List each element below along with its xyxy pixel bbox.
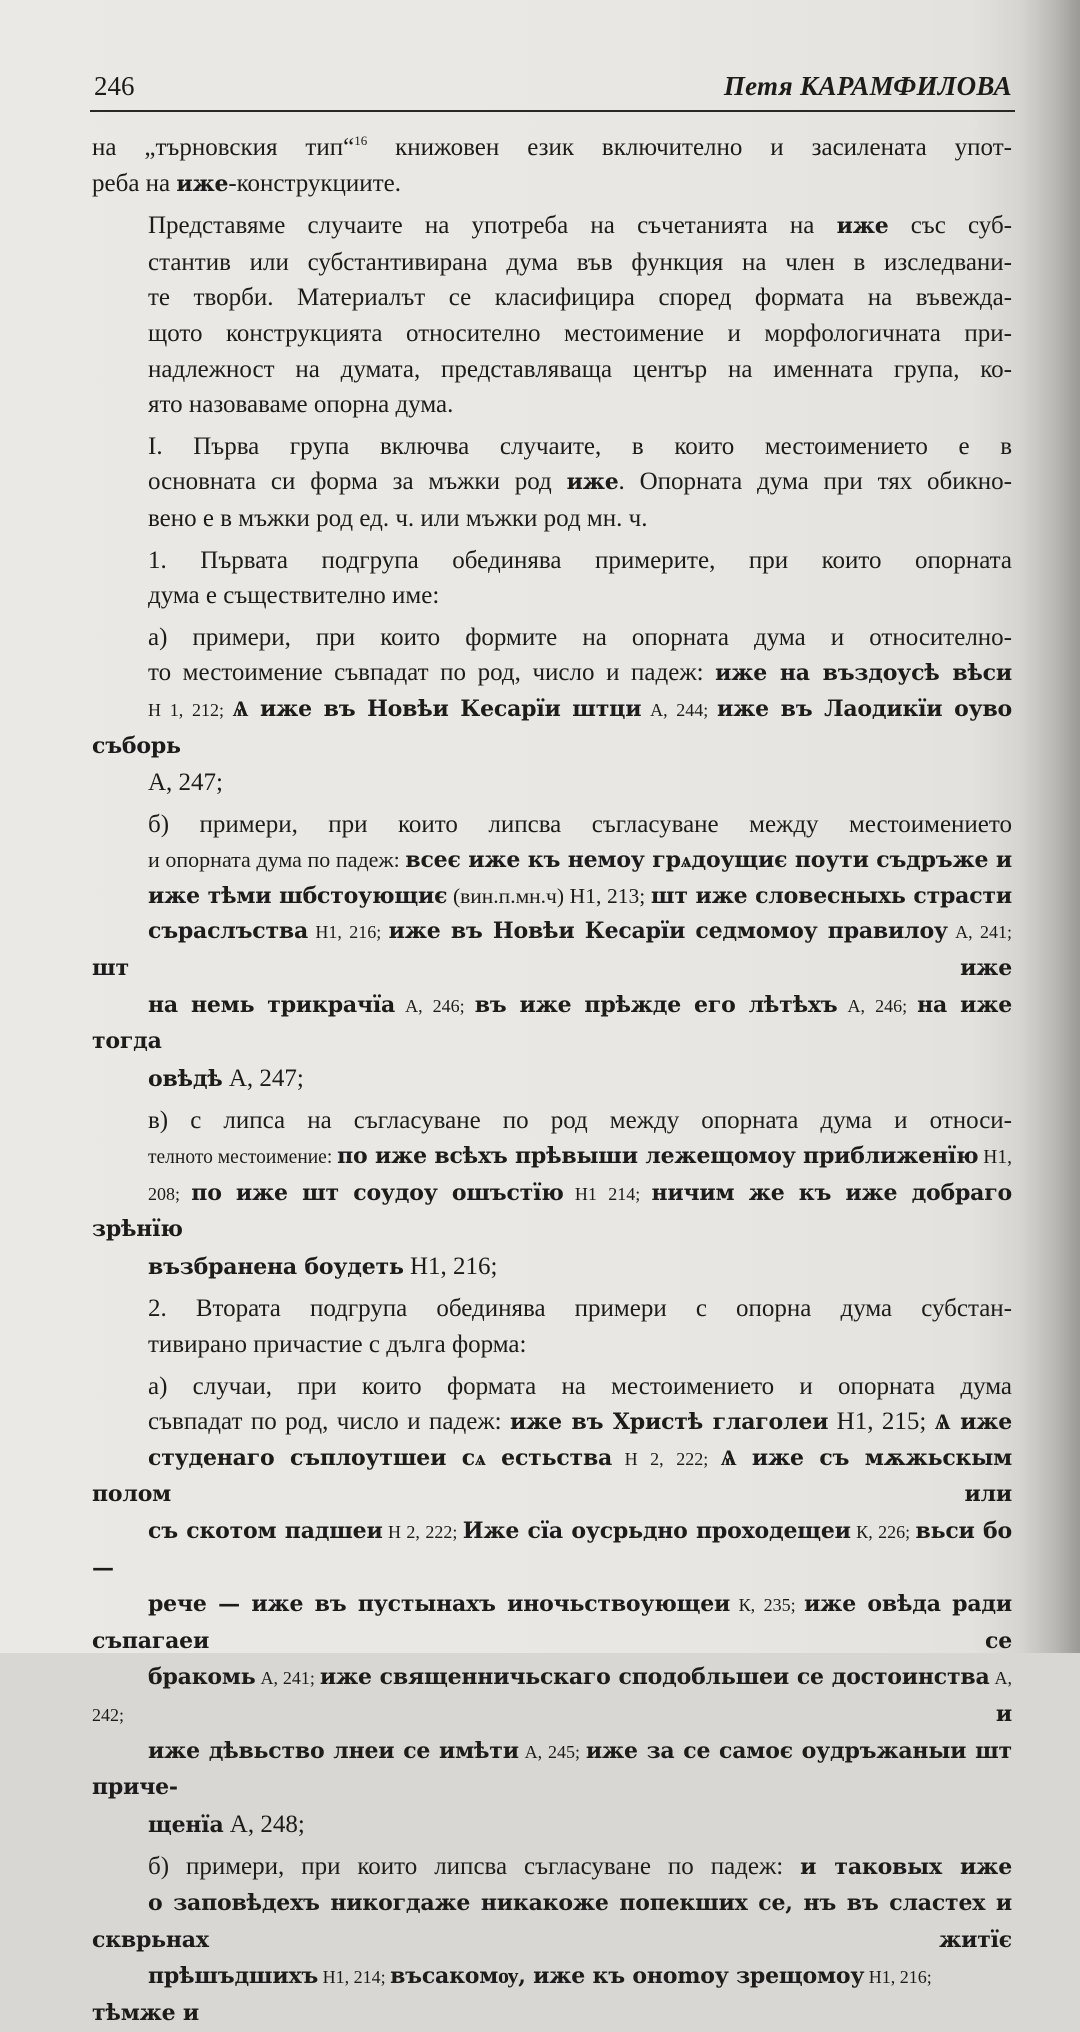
paragraph <box>92 620 1012 801</box>
text-line: овѣдѣ А, 247; <box>148 1064 304 1092</box>
text-line: Н 1, 212; Ѧ иже въ Новѣи Кесарїи штци А, 244; иже въ Лаодикїи оуво съборь <box>92 695 1013 759</box>
header-rule <box>90 110 1015 112</box>
text-line: на немь трикрачїа А, 246; въ иже прѣжде его лѣтѣхъ А, 246; на иже тогда <box>92 991 1013 1055</box>
author-name: Петя КАРАМФИЛОВА <box>723 71 1012 101</box>
text-line: б) примери, при които липсва съгласуване между местоимението <box>148 810 1012 838</box>
paragraph <box>92 130 1012 202</box>
text-line: вено е в мъжки род ед. ч. или мъжки род мн. ч. <box>148 504 648 532</box>
text-line: бракомь А, 241; иже священничьскаго сподобльшеи се достоинства А, 242; и <box>92 1664 1013 1727</box>
text-line: о заповѣдехъ никогдаже никакоже попекших се, нъ въ сластех и скврьнах житїє <box>92 1889 1012 1953</box>
text-line: съ скотом падшеи Н 2, 222; Иже сїа оусрьдно проходещеи К, 226; вьси бо — <box>92 1517 1013 1581</box>
text-line: на „търновския тип“$^{16}$ книжовен език включително и засилената упот- <box>92 133 1012 161</box>
text-line: иже тѣми шбстоующиє (вин.п.мн.ч) Н1, 213; шт иже словесныхь страсти <box>148 882 1012 909</box>
text-line: б) примери, при които липсва съгласуване по падеж: и таковых иже <box>148 1853 1012 1881</box>
text-line: основната си форма за мъжки род иже. Опорната дума при тях обикно- <box>148 468 1012 496</box>
paragraph <box>92 807 1012 1098</box>
text-line: 2. Втората подгрупа обединява примери с опорна дума субстан- <box>148 1295 1012 1323</box>
text-line: и опорната дума по падеж: всеє иже къ немоу грѧдоущиє поути съдръже и <box>148 847 1013 874</box>
text-line: Представяме случаите на употреба на съчетанията на иже със суб- <box>148 212 1013 240</box>
paragraph <box>92 543 1012 614</box>
text-line: тивирано причастие с дълга форма: <box>148 1331 527 1358</box>
running-header <box>90 66 1012 110</box>
text-line: иже дѣвьство лнеи се имѣти А, 245; иже за се самоє оудръжаныи шт приче- <box>92 1737 1012 1801</box>
text-line: съраслъства Н1, 216; иже въ Новѣи Кесарїи седмомоу правилоу А, 241; шт иже <box>92 918 1013 982</box>
text-line: в) с липса на съгласуване по род между опорната дума и относи- <box>148 1107 1012 1135</box>
text-line: 208; по иже шт соудоу ошъстїю Н1 214; ничим же къ иже добраго зрѣнїю <box>92 1179 1012 1243</box>
text-line: прѣшъдшихъ Н1, 214; въсакомѹ, иже къ оноmoу зрещомоу Н1, 216; тѣмже и <box>92 1963 932 2026</box>
paragraph <box>92 1369 1012 1844</box>
text-line: студенаго съплоутшеи сѧ естьства Н 2, 222; Ѧ иже съ мѫжьскым полом или <box>92 1444 1013 1508</box>
text-line: дума е съществително име: <box>148 582 440 610</box>
paragraph <box>92 208 1012 423</box>
text-line: 1. Първата подгрупа обединява примерите, при които опорната <box>148 546 1012 574</box>
text-line: те творби. Материалът се класифицира според формата на въвежда- <box>148 284 1012 312</box>
text-line: реба на иже-конструкциите. <box>92 169 401 197</box>
text-line: щото конструкцията относително местоимение и морфологичната при- <box>148 319 1012 347</box>
text-line: то местоимение съвпадат по род, число и падеж: иже на въздоусѣ вѣси <box>148 659 1012 687</box>
text-line: а) примери, при които формите на опорната дума и относително- <box>148 623 1012 651</box>
text-line: щенїа А, 248; <box>148 1810 305 1838</box>
text-line: стантив или субстантивирана дума във функция на член в изследвани- <box>148 248 1012 276</box>
paragraph <box>92 1103 1012 1285</box>
paragraph <box>92 429 1012 537</box>
paragraph <box>92 1849 1012 2032</box>
text-line: а) случаи, при които формата на местоимението и опорната дума <box>148 1372 1012 1400</box>
paragraph <box>92 1291 1012 1362</box>
page-number: 246 <box>94 71 135 101</box>
text-line: рече — иже въ пустынахъ иночьствоующеи К, 235; иже овѣда ради съпагаеи се <box>92 1591 1012 1654</box>
text-line: ято назоваваме опорна дума. <box>148 391 454 419</box>
body-text <box>92 130 1012 2032</box>
text-line: надлежност на думата, представляваща център на именната група, ко- <box>148 355 1012 383</box>
text-line: телното местоимение: по иже всѣхъ прѣвыши лежещомоу приближенїю Н1, <box>148 1143 1012 1170</box>
text-line: възбранена боудеть Н1, 216; <box>148 1252 498 1280</box>
text-line: съвпадат по род, число и падеж: иже въ Христѣ глаголеи Н1, 215; Ѧ иже <box>148 1408 1013 1436</box>
text-line: I. Първа група включва случаите, в които местоимението е в <box>148 432 1012 460</box>
spine-shadow <box>1020 0 1080 1653</box>
text-line: А, 247; <box>148 769 223 797</box>
